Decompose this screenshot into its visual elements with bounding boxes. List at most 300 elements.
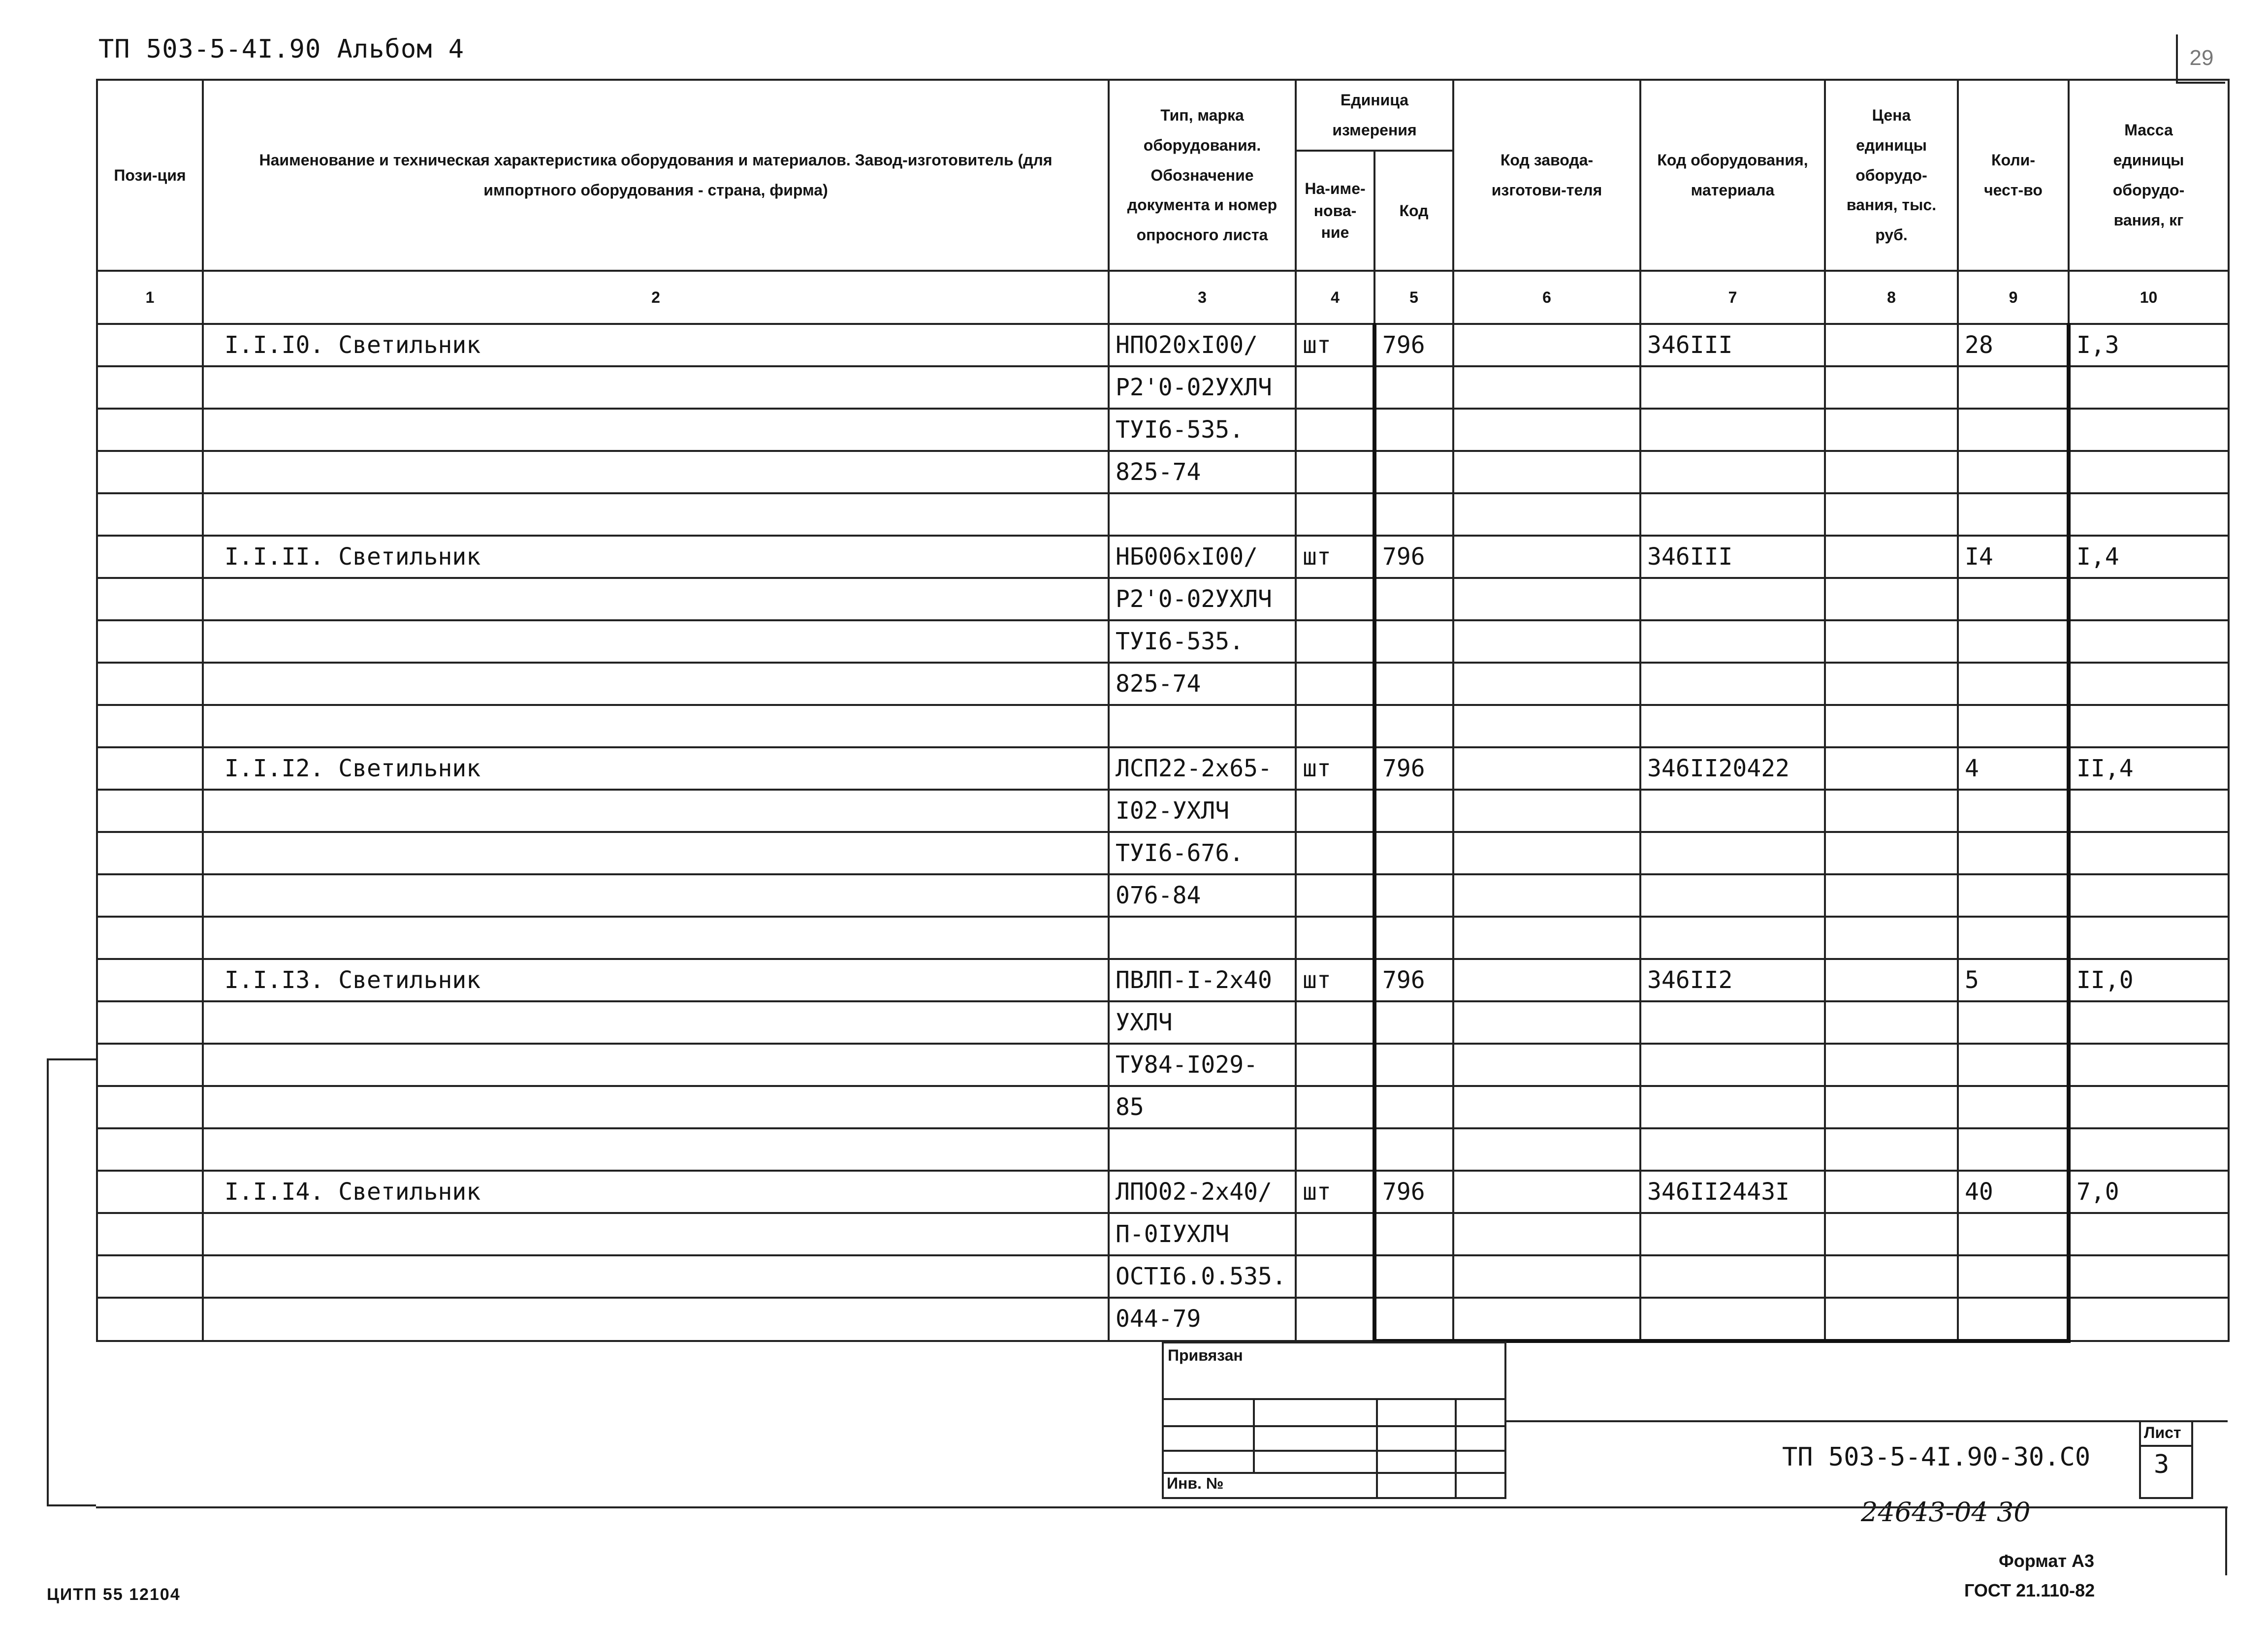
table-cell <box>203 409 1109 451</box>
table-cell <box>1296 451 1374 493</box>
table-cell <box>2069 790 2229 832</box>
table-cell <box>97 874 203 917</box>
table-cell <box>2069 1044 2229 1086</box>
table-cell <box>1374 832 1453 874</box>
table-cell <box>97 324 203 366</box>
table-row <box>97 536 2229 578</box>
table-cell <box>97 451 203 493</box>
table-cell <box>1109 1128 1296 1171</box>
table-cell <box>1958 917 2069 959</box>
table-cell <box>1640 493 1825 536</box>
table-row <box>97 705 2229 747</box>
table-cell <box>1109 493 1296 536</box>
table-cell <box>2069 705 2229 747</box>
table-cell <box>1296 1086 1374 1128</box>
table-cell <box>1640 578 1825 620</box>
gost-label: ГОСТ 21.110-82 <box>1964 1580 2095 1600</box>
table-cell <box>203 832 1109 874</box>
table-cell <box>1640 832 1825 874</box>
table-cell <box>1453 917 1640 959</box>
item-type-line: П-0IУХЛЧ <box>1109 1213 1296 1255</box>
table-cell <box>1296 705 1374 747</box>
table-cell <box>1958 493 2069 536</box>
col-header-unit-code: Код <box>1374 151 1453 271</box>
table-cell <box>97 747 203 790</box>
table-cell <box>2069 366 2229 409</box>
table-cell <box>1958 1128 2069 1171</box>
handwritten-number: 24643-04 30 <box>1861 1497 2031 1528</box>
table-cell <box>97 663 203 705</box>
item-type-line: 85 <box>1109 1086 1296 1128</box>
table-cell <box>1825 620 1958 663</box>
outer-frame-line <box>96 1506 2228 1508</box>
table-cell <box>203 366 1109 409</box>
table-cell <box>1640 366 1825 409</box>
table-cell <box>1374 874 1453 917</box>
format-label: Формат А3 <box>1999 1551 2095 1571</box>
item-unit: шт <box>1296 536 1374 578</box>
table-cell <box>97 1086 203 1128</box>
table-cell <box>203 917 1109 959</box>
table-cell <box>1453 451 1640 493</box>
col-header-name: Наименование и техническая характеристика оборудования и материалов. Завод-изготовитель (для импортного оборудования - страна, фирма) <box>203 80 1109 271</box>
table-cell <box>203 620 1109 663</box>
specification-table <box>96 79 2230 1343</box>
table-cell <box>2069 832 2229 874</box>
table-cell <box>203 493 1109 536</box>
table-cell <box>1296 1255 1374 1298</box>
table-cell <box>1640 620 1825 663</box>
item-type-line: ПВЛП-I-2х40 <box>1109 959 1296 1001</box>
title-block-line <box>1506 1420 2228 1422</box>
table-row <box>97 1171 2229 1213</box>
col-header-quantity: Коли-чест-во <box>1958 80 2069 271</box>
item-material-code: 346II20422 <box>1640 747 1825 790</box>
column-number: 1 <box>97 271 203 324</box>
table-row <box>97 874 2229 917</box>
table-cell <box>1296 1298 1374 1341</box>
table-row <box>97 324 2229 366</box>
item-unit: шт <box>1296 1171 1374 1213</box>
table-cell <box>203 663 1109 705</box>
table-cell <box>1296 1128 1374 1171</box>
item-mass: II,4 <box>2069 747 2229 790</box>
table-cell <box>2069 1255 2229 1298</box>
item-mass: I,4 <box>2069 536 2229 578</box>
item-type-line: I02-УХЛЧ <box>1109 790 1296 832</box>
table-row <box>97 959 2229 1001</box>
table-cell <box>1374 1044 1453 1086</box>
table-cell <box>1374 1086 1453 1128</box>
table-cell <box>1958 578 2069 620</box>
table-cell <box>1374 663 1453 705</box>
table-cell <box>1640 1255 1825 1298</box>
table-cell <box>1958 790 2069 832</box>
table-cell <box>1296 874 1374 917</box>
table-cell <box>1825 747 1958 790</box>
item-quantity: 28 <box>1958 324 2069 366</box>
table-cell <box>1453 705 1640 747</box>
item-unit: шт <box>1296 747 1374 790</box>
table-cell <box>1825 705 1958 747</box>
table-cell <box>203 451 1109 493</box>
item-unit-code: 796 <box>1374 324 1453 366</box>
table-cell <box>2069 451 2229 493</box>
item-type-line: ЛСП22-2х65- <box>1109 747 1296 790</box>
table-row <box>97 1044 2229 1086</box>
table-cell <box>2069 1213 2229 1255</box>
table-cell <box>97 1001 203 1044</box>
stamp-line <box>1376 1398 1378 1499</box>
table-row <box>97 1128 2229 1171</box>
column-number: 4 <box>1296 271 1374 324</box>
table-cell <box>1296 578 1374 620</box>
table-row <box>97 917 2229 959</box>
table-cell <box>1825 578 1958 620</box>
table-cell <box>1374 1298 1453 1341</box>
table-cell <box>1958 1213 2069 1255</box>
table-cell <box>97 1298 203 1341</box>
table-cell <box>1296 790 1374 832</box>
item-unit-code: 796 <box>1374 959 1453 1001</box>
item-unit-code: 796 <box>1374 747 1453 790</box>
table-cell <box>203 1044 1109 1086</box>
table-cell <box>97 1128 203 1171</box>
table-cell <box>203 1086 1109 1128</box>
table-cell <box>1958 832 2069 874</box>
table-cell <box>1958 1044 2069 1086</box>
table-cell <box>1958 1255 2069 1298</box>
table-cell <box>1958 1086 2069 1128</box>
table-cell <box>1374 409 1453 451</box>
table-row <box>97 366 2229 409</box>
column-number-row <box>97 271 2229 324</box>
table-row <box>97 1298 2229 1341</box>
column-number: 10 <box>2069 271 2229 324</box>
item-type-line: НПО20хI00/ <box>1109 324 1296 366</box>
table-cell <box>1958 663 2069 705</box>
item-mass: I,3 <box>2069 324 2229 366</box>
table-cell <box>1640 1128 1825 1171</box>
table-cell <box>97 409 203 451</box>
table-cell <box>1640 451 1825 493</box>
table-cell <box>1825 1298 1958 1341</box>
item-quantity: 4 <box>1958 747 2069 790</box>
table-cell <box>1825 493 1958 536</box>
table-cell <box>97 1255 203 1298</box>
table-cell <box>1825 1086 1958 1128</box>
item-name: I.I.I4. Светильник <box>203 1171 1109 1213</box>
table-row <box>97 409 2229 451</box>
column-number: 3 <box>1109 271 1296 324</box>
table-cell <box>97 578 203 620</box>
table-cell <box>1374 451 1453 493</box>
table-row <box>97 1086 2229 1128</box>
table-row <box>97 832 2229 874</box>
item-type-line: УХЛЧ <box>1109 1001 1296 1044</box>
item-type-line: Р2'0-02УХЛЧ <box>1109 366 1296 409</box>
table-cell <box>1374 1001 1453 1044</box>
item-unit-code: 796 <box>1374 536 1453 578</box>
table-cell <box>1296 620 1374 663</box>
table-cell <box>97 1213 203 1255</box>
item-type-line: 825-74 <box>1109 451 1296 493</box>
sheet-box-divider <box>2139 1445 2193 1447</box>
table-cell <box>203 1213 1109 1255</box>
item-type-line: Р2'0-02УХЛЧ <box>1109 578 1296 620</box>
table-cell <box>1825 1001 1958 1044</box>
table-row <box>97 451 2229 493</box>
table-cell <box>1296 1044 1374 1086</box>
table-cell <box>97 620 203 663</box>
item-mass: II,0 <box>2069 959 2229 1001</box>
table-cell <box>2069 493 2229 536</box>
table-cell <box>1296 1001 1374 1044</box>
table-cell <box>2069 1001 2229 1044</box>
table-cell <box>1825 451 1958 493</box>
table-cell <box>1825 1213 1958 1255</box>
table-cell <box>1640 705 1825 747</box>
item-quantity: I4 <box>1958 536 2069 578</box>
document-header: ТП 503-5-4I.90 Альбом 4 <box>98 34 465 64</box>
item-type-line: 825-74 <box>1109 663 1296 705</box>
item-name: I.I.I3. Светильник <box>203 959 1109 1001</box>
col-header-unit-group: Единица измерения <box>1296 80 1453 151</box>
table-cell <box>2069 1086 2229 1128</box>
table-cell <box>1453 1213 1640 1255</box>
table-cell <box>1374 366 1453 409</box>
item-mass: 7,0 <box>2069 1171 2229 1213</box>
table-row <box>97 747 2229 790</box>
table-cell <box>1453 536 1640 578</box>
table-row <box>97 1213 2229 1255</box>
table-cell <box>97 366 203 409</box>
table-cell <box>1958 874 2069 917</box>
table-cell <box>1958 705 2069 747</box>
table-cell <box>1640 1086 1825 1128</box>
table-cell <box>1453 324 1640 366</box>
col-header-material-code: Код оборудования, материала <box>1640 80 1825 271</box>
table-cell <box>1825 1255 1958 1298</box>
table-cell <box>1453 1298 1640 1341</box>
table-cell <box>1296 409 1374 451</box>
item-type-line: 044-79 <box>1109 1298 1296 1341</box>
table-cell <box>1640 1213 1825 1255</box>
table-cell <box>1296 832 1374 874</box>
table-cell <box>1640 874 1825 917</box>
table-cell <box>1453 747 1640 790</box>
item-type-line: ОСТI6.0.535. <box>1109 1255 1296 1298</box>
table-cell <box>1296 1213 1374 1255</box>
privyazan-label: Привязан <box>1168 1346 1243 1364</box>
table-cell <box>97 790 203 832</box>
item-type-line: ТУI6-535. <box>1109 409 1296 451</box>
sheet-number: 3 <box>2154 1450 2170 1479</box>
table-cell <box>1374 1213 1453 1255</box>
table-cell <box>1825 536 1958 578</box>
table-cell <box>2069 874 2229 917</box>
table-cell <box>2069 1298 2229 1341</box>
table-cell <box>1825 832 1958 874</box>
table-cell <box>1109 705 1296 747</box>
table-cell <box>1958 1001 2069 1044</box>
table-cell <box>1825 324 1958 366</box>
item-unit: шт <box>1296 324 1374 366</box>
item-type-line: ЛПО02-2х40/ <box>1109 1171 1296 1213</box>
item-name: I.I.I0. Светильник <box>203 324 1109 366</box>
item-unit-code: 796 <box>1374 1171 1453 1213</box>
table-cell <box>1374 1128 1453 1171</box>
table-cell <box>1453 1171 1640 1213</box>
table-cell <box>1640 1044 1825 1086</box>
column-number: 6 <box>1453 271 1640 324</box>
table-cell <box>97 1171 203 1213</box>
table-cell <box>1296 366 1374 409</box>
outer-frame-line <box>2225 1506 2227 1575</box>
table-cell <box>2069 620 2229 663</box>
table-cell <box>1453 959 1640 1001</box>
table-cell <box>1825 917 1958 959</box>
table-cell <box>1374 790 1453 832</box>
column-number: 8 <box>1825 271 1958 324</box>
table-cell <box>1374 620 1453 663</box>
table-cell <box>203 1298 1109 1341</box>
item-material-code: 346II2443I <box>1640 1171 1825 1213</box>
table-cell <box>1825 366 1958 409</box>
table-cell <box>1958 620 2069 663</box>
table-cell <box>1374 578 1453 620</box>
table-cell <box>1825 1044 1958 1086</box>
item-name: I.I.II. Светильник <box>203 536 1109 578</box>
item-unit: шт <box>1296 959 1374 1001</box>
table-cell <box>203 1255 1109 1298</box>
table-row <box>97 493 2229 536</box>
table-row <box>97 663 2229 705</box>
column-number: 2 <box>203 271 1109 324</box>
sheet-corner-number: 29 <box>2176 34 2225 84</box>
item-quantity: 5 <box>1958 959 2069 1001</box>
table-cell <box>1453 663 1640 705</box>
table-cell <box>203 790 1109 832</box>
table-cell <box>1958 366 2069 409</box>
table-cell <box>1296 917 1374 959</box>
table-cell <box>1825 959 1958 1001</box>
table-cell <box>1374 1255 1453 1298</box>
table-cell <box>1109 917 1296 959</box>
item-quantity: 40 <box>1958 1171 2069 1213</box>
table-cell <box>1453 1044 1640 1086</box>
table-cell <box>1374 493 1453 536</box>
table-cell <box>203 1001 1109 1044</box>
col-header-unit-name: На-име-нова-ние <box>1296 151 1374 271</box>
table-cell <box>2069 578 2229 620</box>
approval-side-strip <box>47 1058 96 1506</box>
item-type-line: ТУI6-676. <box>1109 832 1296 874</box>
table-cell <box>97 1044 203 1086</box>
sheet-label: Лист <box>2144 1424 2181 1441</box>
header-row-1 <box>97 80 2229 151</box>
table-cell <box>203 1128 1109 1171</box>
table-cell <box>1374 705 1453 747</box>
col-header-type: Тип, марка оборудования. Обозначение документа и номер опросного листа <box>1109 80 1296 271</box>
table-cell <box>1453 366 1640 409</box>
table-cell <box>1640 409 1825 451</box>
stamp-line <box>1455 1398 1457 1499</box>
item-name: I.I.I2. Светильник <box>203 747 1109 790</box>
table-cell <box>97 959 203 1001</box>
table-cell <box>203 578 1109 620</box>
table-cell <box>1453 874 1640 917</box>
table-cell <box>1825 1128 1958 1171</box>
item-type-line: ТУ84-I029- <box>1109 1044 1296 1086</box>
table-cell <box>1453 790 1640 832</box>
table-cell <box>1958 1298 2069 1341</box>
table-cell <box>1640 790 1825 832</box>
table-cell <box>1825 663 1958 705</box>
col-header-price: Цена единицы оборудо-вания, тыс. руб. <box>1825 80 1958 271</box>
table-cell <box>2069 663 2229 705</box>
table-cell <box>1640 917 1825 959</box>
table-cell <box>1640 1001 1825 1044</box>
table-row <box>97 790 2229 832</box>
table-cell <box>1825 874 1958 917</box>
col-header-mass: Масса единицы оборудо-вания, кг <box>2069 80 2229 271</box>
table-cell <box>1453 1128 1640 1171</box>
table-row <box>97 620 2229 663</box>
table-cell <box>203 874 1109 917</box>
table-cell <box>1453 578 1640 620</box>
stamp-line <box>1253 1398 1255 1472</box>
table-cell <box>2069 409 2229 451</box>
table-cell <box>97 917 203 959</box>
table-cell <box>1374 917 1453 959</box>
table-cell <box>1640 663 1825 705</box>
table-cell <box>1825 1171 1958 1213</box>
item-type-line: ТУI6-535. <box>1109 620 1296 663</box>
table-cell <box>97 832 203 874</box>
column-number: 5 <box>1374 271 1453 324</box>
item-type-line: 076-84 <box>1109 874 1296 917</box>
inventory-number-label: Инв. № <box>1167 1474 1224 1492</box>
table-cell <box>1825 790 1958 832</box>
col-header-position: Пози-ция <box>97 80 203 271</box>
table-cell <box>1958 409 2069 451</box>
table-cell <box>1453 832 1640 874</box>
table-cell <box>1296 663 1374 705</box>
table-cell <box>97 493 203 536</box>
table-cell <box>1453 409 1640 451</box>
item-material-code: 346III <box>1640 324 1825 366</box>
table-cell <box>2069 1128 2229 1171</box>
table-cell <box>97 705 203 747</box>
table-cell <box>1825 409 1958 451</box>
item-material-code: 346III <box>1640 536 1825 578</box>
table-cell <box>1453 493 1640 536</box>
table-cell <box>1296 493 1374 536</box>
item-type-line: НБ006хI00/ <box>1109 536 1296 578</box>
table-row <box>97 1001 2229 1044</box>
table-cell <box>1640 1298 1825 1341</box>
column-number: 9 <box>1958 271 2069 324</box>
table-cell <box>1453 1001 1640 1044</box>
table-cell <box>203 705 1109 747</box>
publisher-mark: ЦИТП 55 12104 <box>47 1585 181 1604</box>
table-cell <box>1453 1255 1640 1298</box>
table-cell <box>97 536 203 578</box>
column-number: 7 <box>1640 271 1825 324</box>
table-cell <box>2069 917 2229 959</box>
item-material-code: 346II2 <box>1640 959 1825 1001</box>
